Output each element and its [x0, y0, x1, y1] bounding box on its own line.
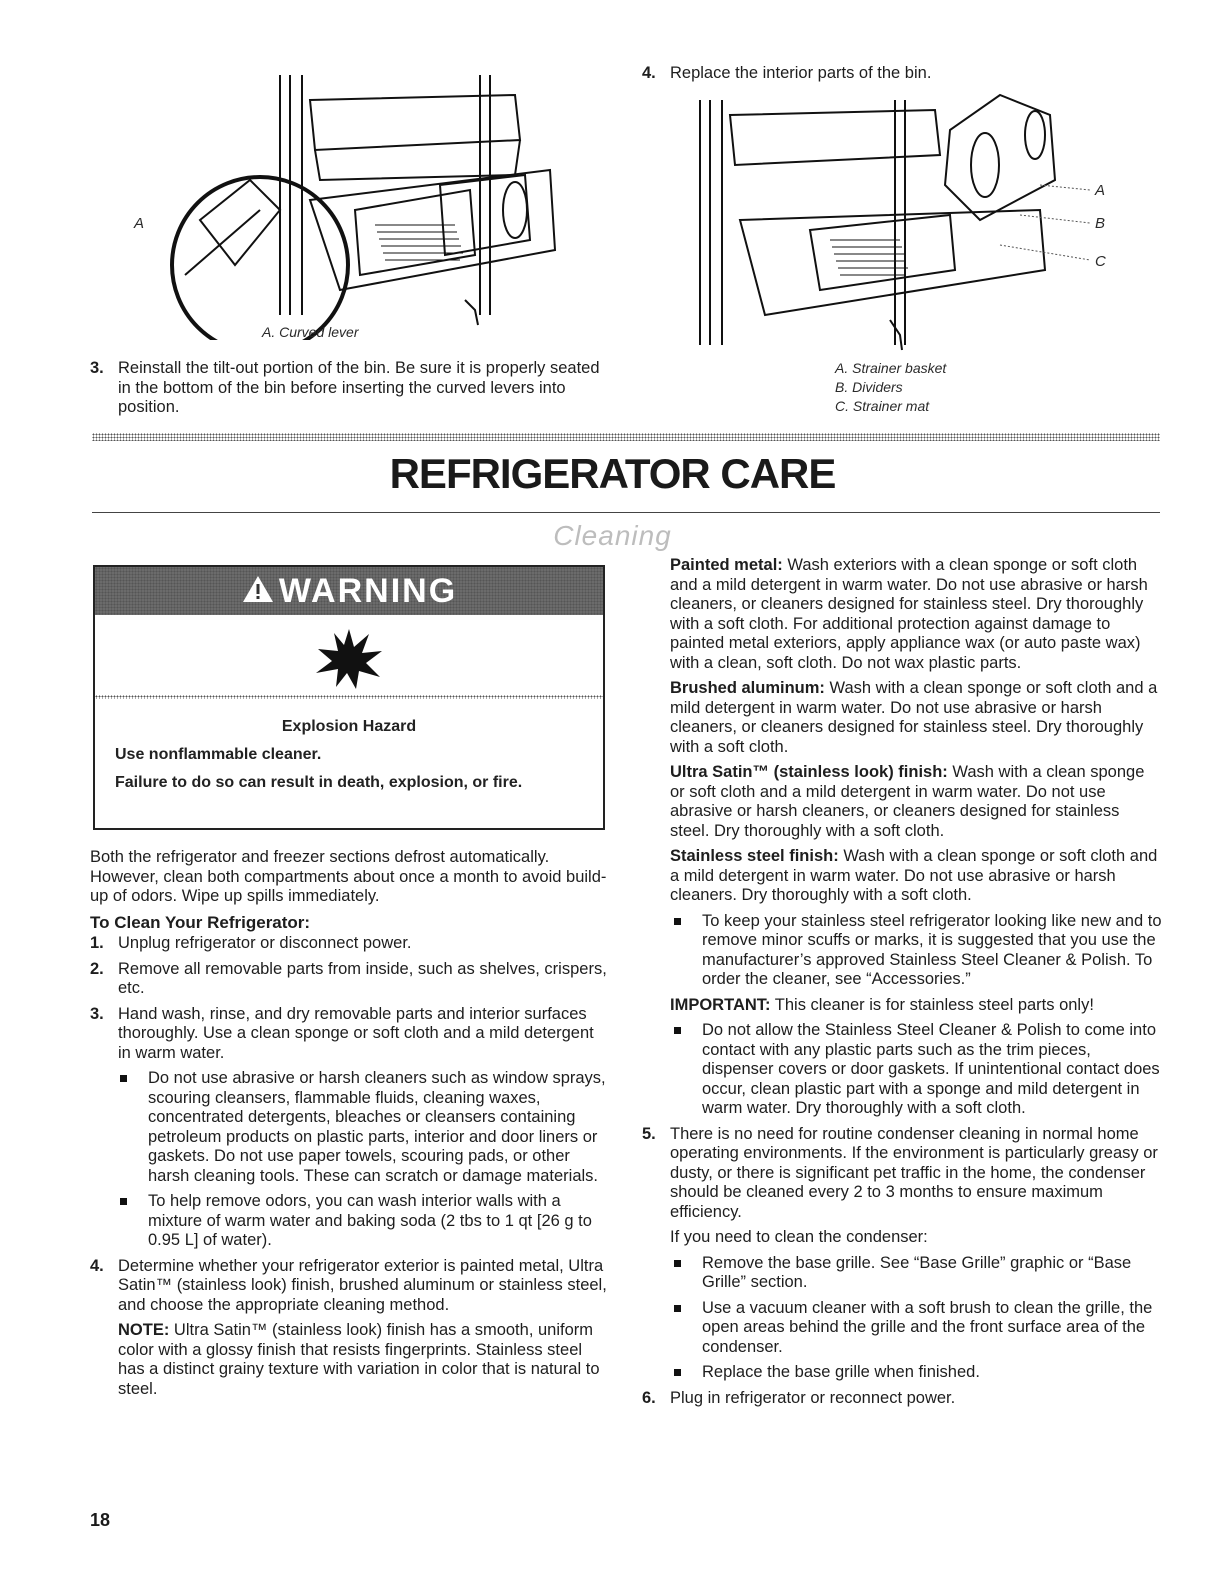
- brushed-aluminum-paragraph: [670, 679, 1162, 757]
- bullet-icon: [674, 1027, 681, 1034]
- step-4: [90, 1257, 610, 1316]
- condenser-intro: If you need to clean the condenser:: [670, 1228, 928, 1246]
- title-rule: [92, 512, 1160, 513]
- dotted-separator: [92, 433, 1160, 441]
- step-number: 4.: [90, 1256, 104, 1275]
- bullet-text: Do not allow the Stainless Steel Cleaner & Polish to come into contact with any plastic parts such as the trim pieces, dispenser covers or door gaskets. If unintentional contact does occur, clean plastic part with a sponge and mild detergent in warm water. Dry thoroughly with a soft cloth.: [702, 1021, 1160, 1117]
- bullet-icon: [674, 1369, 681, 1376]
- callout-b: B: [1095, 215, 1106, 232]
- bin-illustration-2: [690, 90, 1120, 355]
- step-text: Hand wash, rinse, and dry removable parts and interior surfaces thoroughly. Use a clean sponge or soft cloth and a mild detergent in warm water.: [118, 1004, 594, 1062]
- step-text: Unplug refrigerator or disconnect power.: [118, 934, 412, 952]
- step-text: Plug in refrigerator or reconnect power.: [670, 1388, 956, 1407]
- note-label: NOTE:: [118, 1321, 170, 1339]
- callout-c: C: [1095, 253, 1106, 270]
- list-item: [670, 1021, 1162, 1119]
- bullet-icon: [120, 1198, 127, 1205]
- caption-strainer-mat: C. Strainer mat: [835, 398, 930, 414]
- warning-body: [95, 717, 603, 793]
- painted-metal-paragraph: [670, 556, 1162, 673]
- left-column: [90, 848, 610, 1405]
- figure-bin-interior: [690, 90, 1120, 355]
- figure1-caption: A. Curved lever: [262, 324, 359, 340]
- hazard-line-1: Use nonflammable cleaner.: [115, 746, 322, 763]
- important-paragraph: [670, 996, 1162, 1016]
- step-4-top: [642, 64, 1162, 90]
- step-number: 3.: [90, 359, 104, 377]
- clean-heading: To Clean Your Refrigerator:: [90, 912, 311, 932]
- page-number: 18: [90, 1510, 111, 1530]
- list-item: [90, 1069, 610, 1186]
- caption-dividers: B. Dividers: [835, 379, 903, 395]
- step-1: [90, 934, 610, 954]
- brushed-label: Brushed aluminum:: [670, 679, 825, 697]
- painted-text: Wash exteriors with a clean sponge or soft cloth and a mild detergent in warm water. Do not use abrasive or harsh cleaners, or cleaners designed for stainless steel. Dry thoroughly with a soft cloth. For additional protection against damage to painted metal exteriors, apply appliance wax (or auto paste wax) with a clean, soft cloth. Do not wax plastic parts.: [670, 556, 1148, 672]
- ultra-satin-paragraph: [670, 763, 1162, 841]
- bullet-icon: [120, 1075, 127, 1082]
- bullet-text: Use a vacuum cleaner with a soft brush to clean the grille, the open areas behind the grille and the front surface area of the condenser.: [702, 1298, 1153, 1356]
- bullet-icon: [674, 1260, 681, 1267]
- warning-triangle-icon: [241, 574, 275, 609]
- painted-label: Painted metal:: [670, 556, 783, 574]
- caption-strainer-basket: A. Strainer basket: [835, 360, 947, 376]
- bullet-text: To keep your stainless steel refrigerator looking like new and to remove minor scuffs or marks, it is suggested that you use the manufacturer’s approved Stainless Steel Cleaner & Polish. To order the cleaner, see “Accessories.”: [702, 911, 1162, 988]
- hazard-title: Explosion Hazard: [281, 718, 417, 735]
- bullet-text: Replace the base grille when finished.: [702, 1363, 980, 1381]
- step-number: 3.: [90, 1004, 104, 1023]
- list-item: [670, 1363, 1162, 1383]
- important-label: IMPORTANT:: [670, 995, 771, 1014]
- step-6: [642, 1389, 1162, 1409]
- page-title: REFRIGERATOR CARE: [389, 450, 836, 497]
- step-number: 6.: [642, 1388, 656, 1407]
- step-2: [90, 960, 610, 999]
- step-text: Replace the interior parts of the bin.: [670, 64, 932, 82]
- warning-header: [95, 567, 603, 615]
- step-number: 5.: [642, 1124, 656, 1143]
- bin-illustration-1: [140, 60, 580, 340]
- step-3-top: [90, 359, 610, 424]
- ultra-label: Ultra Satin™ (stainless look) finish:: [670, 763, 948, 781]
- warning-label: WARNING: [278, 571, 458, 610]
- step-text: Remove all removable parts from inside, such as shelves, crispers, etc.: [118, 959, 607, 997]
- step-3: [90, 1005, 610, 1064]
- stainless-label: Stainless steel finish:: [670, 847, 839, 865]
- figure2-captions: [835, 359, 946, 416]
- stainless-text: Wash with a clean sponge or soft cloth and a mild detergent in warm water. Do not use abrasive or harsh cleaners. Dry thoroughly with a soft cloth.: [670, 847, 1158, 904]
- section-subtitle: Cleaning: [553, 520, 672, 551]
- important-text: This cleaner is for stainless steel parts only!: [770, 995, 1094, 1014]
- step-text: There is no need for routine condenser cleaning in normal home operating environments. If the environment is particularly greasy or dusty, or there is significant pet traffic in the home, the condenser should be cleaned every 2 to 3 months to ensure maximum efficiency.: [670, 1124, 1158, 1221]
- right-column: [642, 556, 1162, 1414]
- note: [90, 1321, 610, 1399]
- hazard-line-2: Failure to do so can result in death, explosion, or fire.: [115, 774, 523, 791]
- explosion-icon: [95, 629, 603, 694]
- step-number: 4.: [642, 64, 656, 82]
- figure-curved-lever: [134, 60, 580, 340]
- step-number: 1.: [90, 934, 104, 952]
- bullet-icon: [674, 1305, 681, 1312]
- bullet-text: Remove the base grille. See “Base Grille” graphic or “Base Grille” section.: [702, 1253, 1132, 1291]
- brushed-text: Wash with a clean sponge or soft cloth and a mild detergent in warm water. Do not use abrasive or harsh cleaners, or cleaners designed for stainless steel. Dry thoroughly with a soft cloth.: [670, 679, 1158, 756]
- warning-box: [93, 565, 605, 830]
- warning-divider: [95, 695, 603, 699]
- list-item: [670, 912, 1162, 990]
- bullet-icon: [674, 918, 681, 925]
- intro-paragraph: Both the refrigerator and freezer sections defrost automatically. However, clean both compartments about once a month to avoid build-up of odors. Wipe up spills immediately.: [90, 848, 607, 905]
- stainless-paragraph: [670, 847, 1162, 906]
- callout-a: A: [134, 215, 145, 232]
- list-item: [90, 1192, 610, 1251]
- step-number: 2.: [90, 959, 104, 978]
- bullet-text: To help remove odors, you can wash interior walls with a mixture of warm water and baking soda (2 tbs to 1 qt [26 g to 0.95 L] of water).: [148, 1192, 592, 1249]
- list-item: [670, 1299, 1162, 1358]
- callout-a: A: [1095, 182, 1106, 199]
- bullet-text: Do not use abrasive or harsh cleaners such as window sprays, scouring cleansers, flammable fluids, cleaning waxes, concentrated detergents, bleaches or cleansers containing petroleum products on plastic parts, interior and door liners or gaskets. Do not use paper towels, scouring pads, or other harsh cleaning tools. These can scratch or damage materials.: [148, 1069, 606, 1185]
- step-5: [642, 1125, 1162, 1223]
- note-text: Ultra Satin™ (stainless look) finish has a smooth, uniform color with a glossy finish that resists fingerprints. Stainless steel has a distinct grainy texture with variation in color that is natural to steel.: [118, 1321, 600, 1398]
- step-text: Determine whether your refrigerator exterior is painted metal, Ultra Satin™ (stainless look) finish, brushed aluminum or stainless steel, and choose the appropriate cleaning method.: [118, 1256, 607, 1314]
- ultra-text: Wash with a clean sponge or soft cloth and a mild detergent in warm water. Do not use abrasive or harsh cleaners, or cleaners designed for stainless steel. Dry thoroughly with a soft cloth.: [670, 763, 1145, 840]
- step-text: Reinstall the tilt-out portion of the bin. Be sure it is properly seated in the bottom of the bin before inserting the curved levers into position.: [118, 359, 600, 416]
- list-item: [670, 1254, 1162, 1293]
